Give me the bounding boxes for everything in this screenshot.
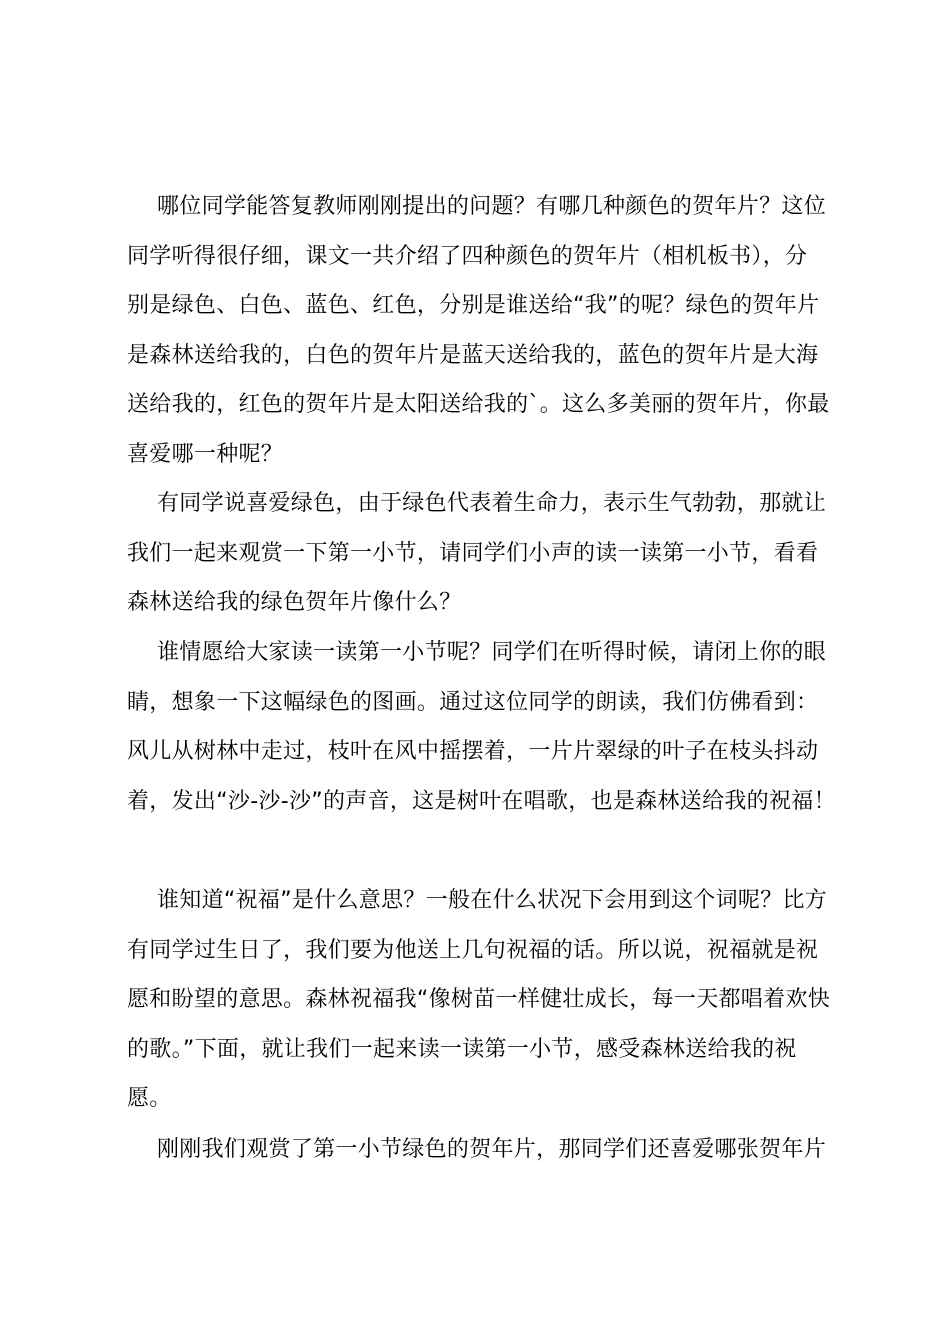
paragraph-line: 送给我的，红色的贺年片是太阳送给我的`。这么多美丽的贺年片，你最 [127,392,830,418]
paragraph-line: 我们一起来观赏一下第一小节，请同学们小声的读一读第一小节，看看 [127,540,819,566]
paragraph-line: 森林送给我的绿色贺年片像什么？ [127,590,462,616]
paragraph-line: 愿和盼望的意思。森林祝福我“像树苗一样健壮成长，每一天都唱着欢快 [127,987,830,1013]
paragraph-line: 有同学过生日了，我们要为他送上几句祝福的话。所以说，祝福就是祝 [127,937,819,963]
paragraph-line: 别是绿色、白色、蓝色、红色，分别是谁送给“我”的呢？绿色的贺年片 [127,293,820,319]
paragraph-line: 愿。 [127,1086,172,1112]
paragraph-2 [127,479,833,628]
paragraph-4 [127,876,833,1124]
paragraph-line: 哪位同学能答复教师刚刚提出的问题？有哪几种颜色的贺年片？这位 [157,194,827,219]
paragraph-line: 风儿从树林中走过，枝叶在风中摇摆着，一片片翠绿的叶子在枝头抖动 [127,739,819,765]
paragraph-line: 同学听得很仔细，课文一共介绍了四种颜色的贺年片（相机板书），分 [127,243,808,269]
paragraph-line: 着，发出“沙-沙-沙”的声音，这是树叶在唱歌，也是森林送给我的祝福！ [127,788,836,814]
paragraph-line: 是森林送给我的，白色的贺年片是蓝天送给我的，蓝色的贺年片是大海 [127,342,819,368]
paragraph-line: 谁知道“祝福”是什么意思？一般在什么状况下会用到这个词呢？比方 [157,888,828,913]
paragraph-line: 喜爱哪一种呢？ [127,441,284,467]
paragraph-5 [127,1125,833,1175]
paragraph-1 [127,182,833,480]
paragraph-line: 刚刚我们观赏了第一小节绿色的贺年片，那同学们还喜爱哪张贺年片 [157,1137,827,1162]
paragraph-3 [127,628,836,826]
paragraph-line: 有同学说喜爱绿色，由于绿色代表着生命力，表示生气勃勃，那就让 [157,491,827,516]
paragraph-line: 的歌。”下面，就让我们一起来读一读第一小节，感受森林送给我的祝 [127,1036,797,1062]
paragraph-line: 睛，想象一下这幅绿色的图画。通过这位同学的朗读，我们仿佛看到： [127,689,819,715]
paragraph-line: 谁情愿给大家读一读第一小节呢？同学们在听得时候，请闭上你的眼 [157,640,827,665]
